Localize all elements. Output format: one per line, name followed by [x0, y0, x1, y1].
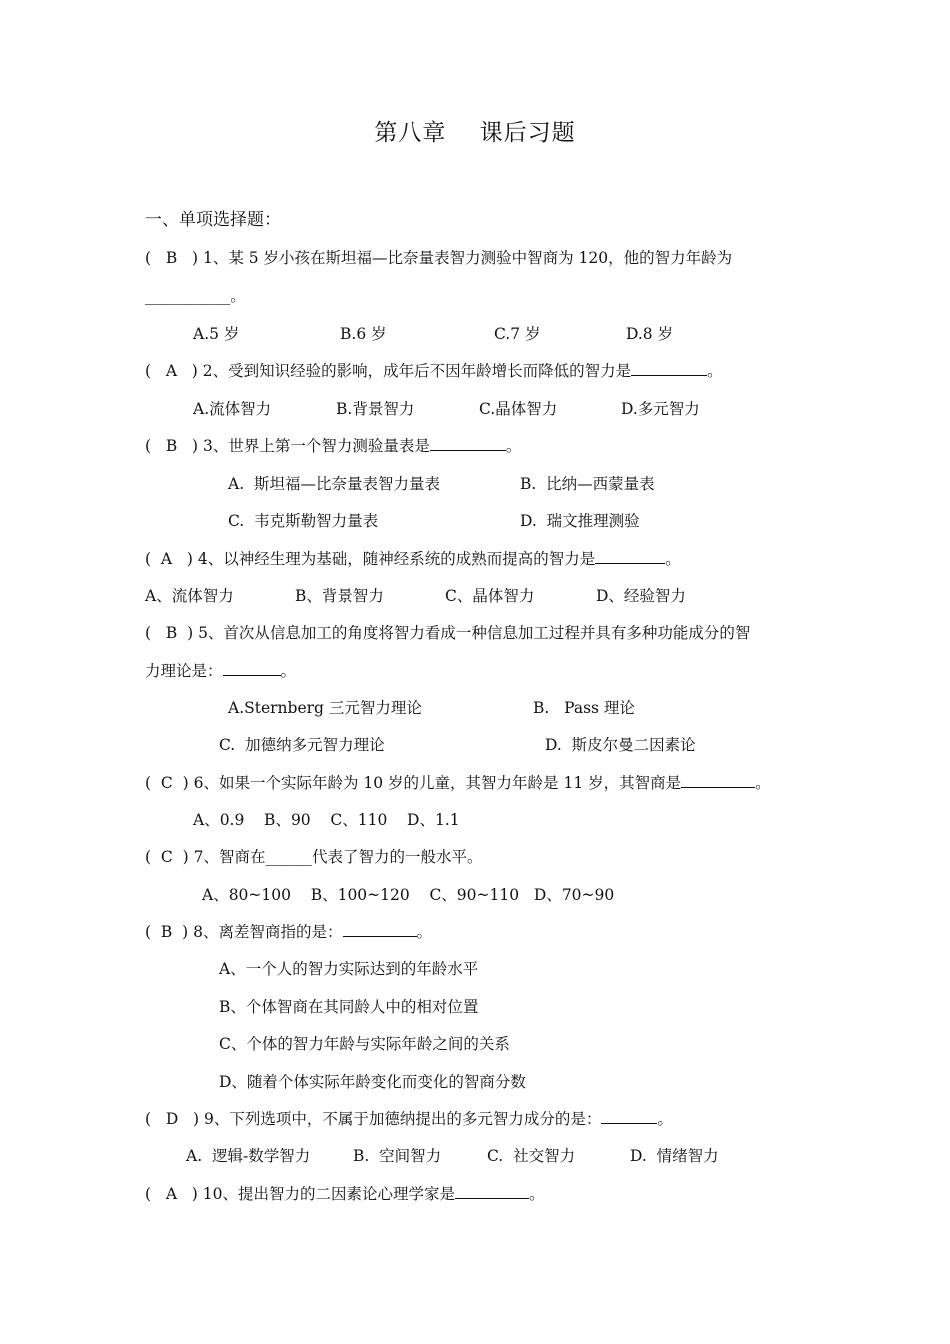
- q2-option-a: A.流体智力: [193, 400, 272, 418]
- question-5: ( B ) 5、首次从信息加工的角度将智力看成一种信息加工过程并具有多种功能成分的智: [145, 624, 751, 642]
- q1-option-c: C.7 岁: [494, 325, 541, 343]
- question-1-blank: ___________。: [145, 287, 246, 305]
- q1-option-d: D.8 岁: [626, 325, 674, 343]
- q1-option-b: B.6 岁: [340, 325, 387, 343]
- q9-option-c: C. 社交智力: [487, 1147, 576, 1165]
- q8-option-c: C、个体的智力年龄与实际年龄之间的关系: [219, 1035, 510, 1053]
- q5-option-b: B. Pass 理论: [533, 699, 635, 717]
- page-title: 第八章 课后习题: [374, 120, 576, 146]
- question-8: ( B ) 8、离差智商指的是： 。: [145, 923, 433, 941]
- question-1: ( B ) 1、某 5 岁小孩在斯坦福—比奈量表智力测验中智商为 120，他的智力年龄为: [145, 249, 733, 267]
- question-2: ( A ) 2、受到知识经验的影响，成年后不因年龄增长而降低的智力是 。: [145, 362, 723, 380]
- q9-option-b: B. 空间智力: [353, 1147, 442, 1165]
- question-5-cont: 力理论是： 。: [145, 662, 297, 680]
- q4-option-b: B、背景智力: [295, 587, 384, 605]
- q8-option-d: D、随着个体实际年龄变化而变化的智商分数: [219, 1073, 526, 1091]
- section-heading: 一、单项选择题：: [145, 210, 281, 230]
- q6-options: A、0.9 B、90 C、110 D、1.1: [193, 811, 460, 829]
- q9-option-a: A. 逻辑-数学智力: [186, 1147, 311, 1165]
- question-3: ( B ) 3、世界上第一个智力测验量表是 。: [145, 437, 522, 455]
- q3-option-a: A. 斯坦福—比奈量表智力量表: [228, 475, 440, 493]
- q2-option-c: C.晶体智力: [479, 400, 558, 418]
- q4-option-d: D、经验智力: [596, 587, 686, 605]
- question-7: ( C ) 7、智商在______代表了智力的一般水平。: [145, 848, 483, 866]
- q9-option-d: D. 情绪智力: [630, 1147, 719, 1165]
- q8-option-a: A、一个人的智力实际达到的年龄水平: [219, 960, 479, 978]
- q3-option-d: D. 瑞文推理测验: [520, 512, 640, 530]
- q1-option-a: A.5 岁: [193, 325, 240, 343]
- q3-option-b: B. 比纳—西蒙量表: [520, 475, 655, 493]
- q5-option-c: C. 加德纳多元智力理论: [219, 736, 385, 754]
- q2-option-b: B.背景智力: [336, 400, 415, 418]
- question-9: ( D ) 9、下列选项中，不属于加德纳提出的多元智力成分的是： 。: [145, 1110, 673, 1128]
- q5-option-a: A.Sternberg 三元智力理论: [228, 699, 422, 717]
- q2-option-d: D.多元智力: [621, 400, 700, 418]
- q4-option-a: A、流体智力: [145, 587, 234, 605]
- q8-option-b: B、个体智商在其同龄人中的相对位置: [219, 998, 479, 1016]
- question-6: ( C ) 6、如果一个实际年龄为 10 岁的儿童，其智力年龄是 11 岁，其智商是 。: [145, 774, 771, 792]
- q4-option-c: C、晶体智力: [445, 587, 535, 605]
- q7-options: A、80~100 B、100~120 C、90~110 D、70~90: [202, 886, 615, 904]
- q3-option-c: C. 韦克斯勒智力量表: [228, 512, 379, 530]
- question-4: ( A ) 4、以神经生理为基础，随神经系统的成熟而提高的智力是 。: [145, 550, 681, 568]
- question-10: ( A ) 10、提出智力的二因素论心理学家是 。: [145, 1185, 545, 1203]
- q5-option-d: D. 斯皮尔曼二因素论: [545, 736, 696, 754]
